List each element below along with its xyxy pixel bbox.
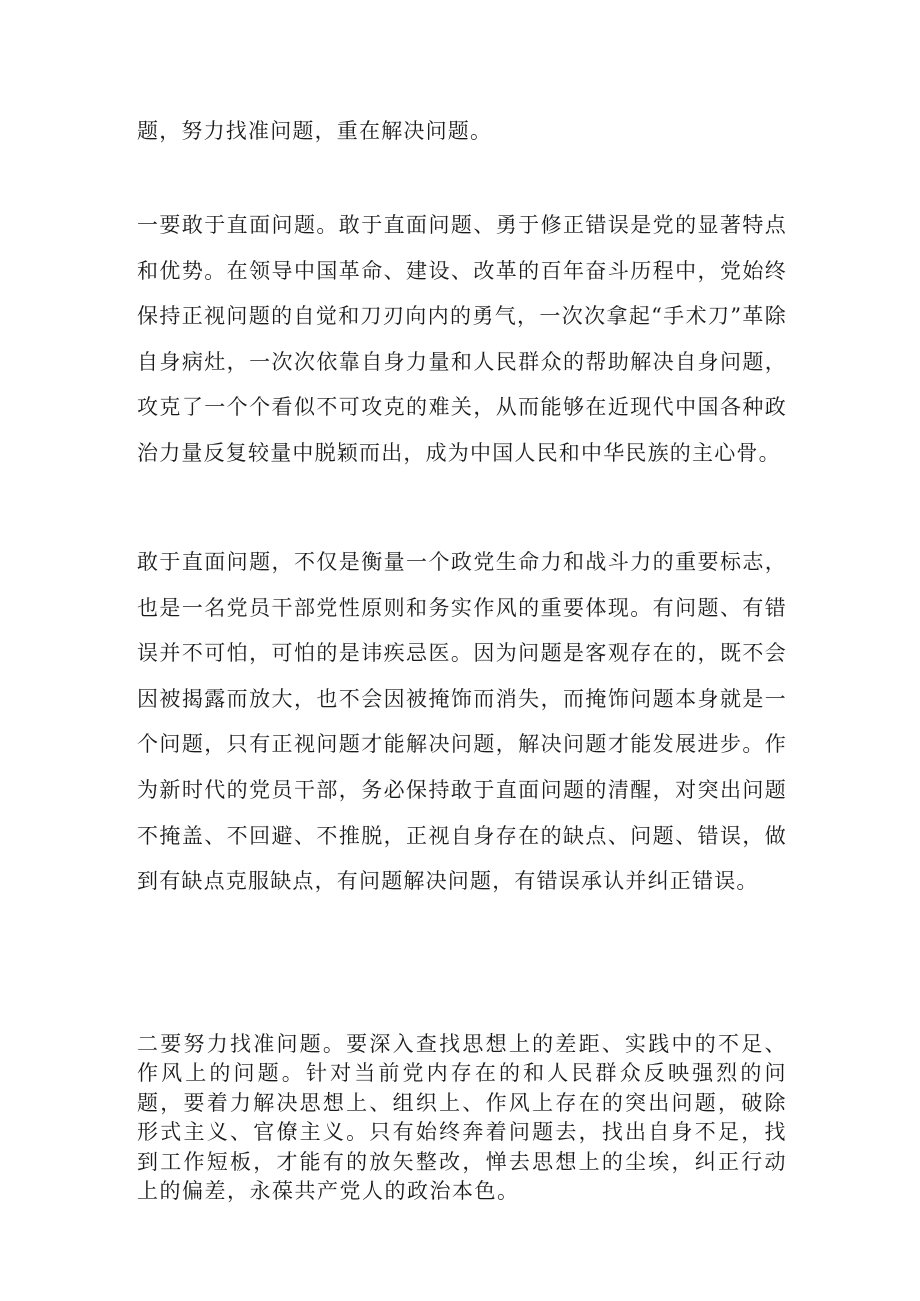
paragraph-continuation: 题，努力找准问题，重在解决问题。 (137, 119, 493, 143)
paragraph-face-problems: 一要敢于直面问题。敢于直面问题、勇于修正错误是党的显著特点和优势。在领导中国革命、建设、改革的百年奋斗历程中，党始终保持正视问题的自觉和刀刃向内的勇气，一次次拿起“手术刀”革除自身病灶，一次次依靠自身力量和人民群众的帮助解决自身问题，攻克了一个个看似不可攻克的难关，从而能够在近现代中国各种政治力量反复较量中脱颖而出，成为中国人民和中华民族的主心骨。 (137, 213, 787, 465)
paragraph-identify-problems: 二要努力找准问题。要深入查找思想上的差距、实践中的不足、作风上的问题。针对当前党内存在的和人民群众反映强烈的问题，要着力解决思想上、组织上、作风上存在的突出问题，破除形式主义、官僚主义。只有始终奔着问题去，找出自身不足，找到工作短板，才能有的放矢整改，惮去思想上的尘埃，纠正行动上的偏差，永葆共产党人的政治本色。 (137, 1032, 787, 1204)
paragraph-significance: 敢于直面问题，不仅是衡量一个政党生命力和战斗力的重要标志，也是一名党员干部党性原则和务实作风的重要体现。有问题、有错误并不可怕，可怕的是讳疾忌医。因为问题是客观存在的，既不会因被揭露而放大，也不会因被掩饰而消失，而掩饰问题本身就是一个问题，只有正视问题才能解决问题，解决问题才能发展进步。作为新时代的党员干部，务必保持敢于直面问题的清醒，对突出问题不掩盖、不回避、不推脱，正视自身存在的缺点、问题、错误，做到有缺点克服缺点，有问题解决问题，有错误承认并纠正错误。 (137, 550, 787, 894)
